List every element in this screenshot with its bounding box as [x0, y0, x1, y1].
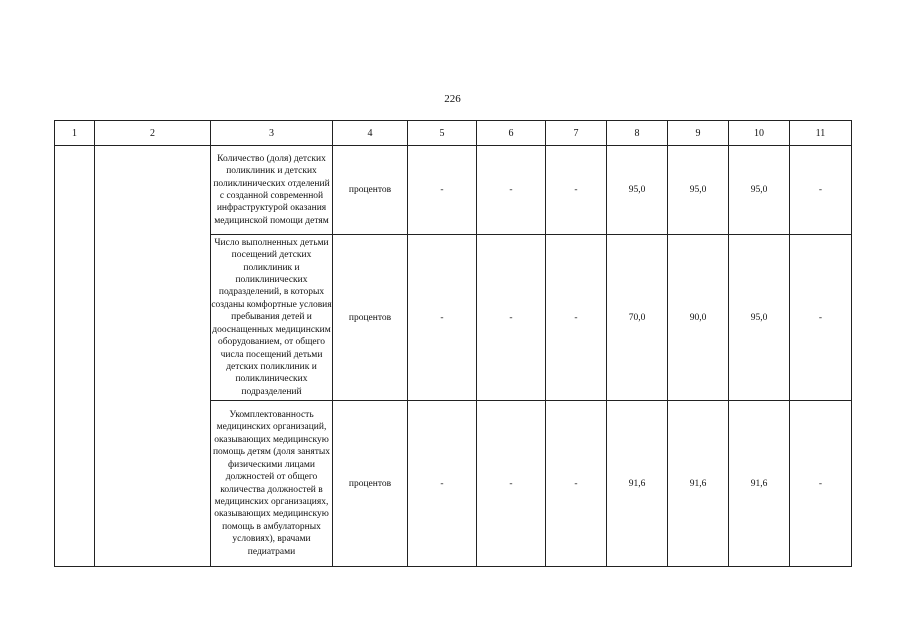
value-cell-8: 91,6 [607, 401, 668, 567]
value-cell-9: 90,0 [668, 235, 729, 401]
column-header-5: 5 [408, 121, 477, 146]
cell-col2 [95, 146, 211, 567]
value-cell-10: 95,0 [729, 146, 790, 235]
value-cell-7: - [546, 146, 607, 235]
value-cell-11: - [790, 146, 852, 235]
value-cell-6: - [477, 146, 546, 235]
column-header-7: 7 [546, 121, 607, 146]
value-cell-8: 70,0 [607, 235, 668, 401]
unit-cell: процентов [333, 401, 408, 567]
column-header-11: 11 [790, 121, 852, 146]
unit-cell: процентов [333, 146, 408, 235]
value-cell-11: - [790, 401, 852, 567]
value-cell-9: 95,0 [668, 146, 729, 235]
value-cell-5: - [408, 235, 477, 401]
column-header-4: 4 [333, 121, 408, 146]
indicators-table [54, 120, 852, 567]
value-cell-10: 95,0 [729, 235, 790, 401]
value-cell-5: - [408, 146, 477, 235]
column-header-2: 2 [95, 121, 211, 146]
column-header-6: 6 [477, 121, 546, 146]
value-cell-11: - [790, 235, 852, 401]
indicator-cell: Число выполненных детьми посещений детских поликлиник и поликлинических подразделений, в которых созданы комфортные условия пребывания детей и дооснащенных медицинским оборудованием, от общего числа посещений детьми детских поликлиник и поликлинических подразделений [211, 235, 333, 401]
value-cell-6: - [477, 401, 546, 567]
indicator-cell: Укомплектованность медицинских организаций, оказывающих медицинскую помощь детям (доля занятых физическими лицами должностей от общего количества должностей в медицинских организациях, оказывающих медицинскую помощь в амбулаторных условиях), врачами педиатрами [211, 401, 333, 567]
value-cell-7: - [546, 401, 607, 567]
cell-col1 [55, 146, 95, 567]
value-cell-9: 91,6 [668, 401, 729, 567]
header-row [55, 121, 852, 146]
column-header-3: 3 [211, 121, 333, 146]
value-cell-10: 91,6 [729, 401, 790, 567]
column-header-9: 9 [668, 121, 729, 146]
value-cell-8: 95,0 [607, 146, 668, 235]
column-header-8: 8 [607, 121, 668, 146]
column-header-1: 1 [55, 121, 95, 146]
indicator-cell: Количество (доля) детских поликлиник и детских поликлинических отделений с созданной современной инфраструктурой оказания медицинской помощи детям [211, 146, 333, 235]
value-cell-7: - [546, 235, 607, 401]
value-cell-5: - [408, 401, 477, 567]
unit-cell: процентов [333, 235, 408, 401]
table-row [55, 146, 852, 235]
value-cell-6: - [477, 235, 546, 401]
column-header-10: 10 [729, 121, 790, 146]
page-number: 226 [444, 93, 461, 105]
